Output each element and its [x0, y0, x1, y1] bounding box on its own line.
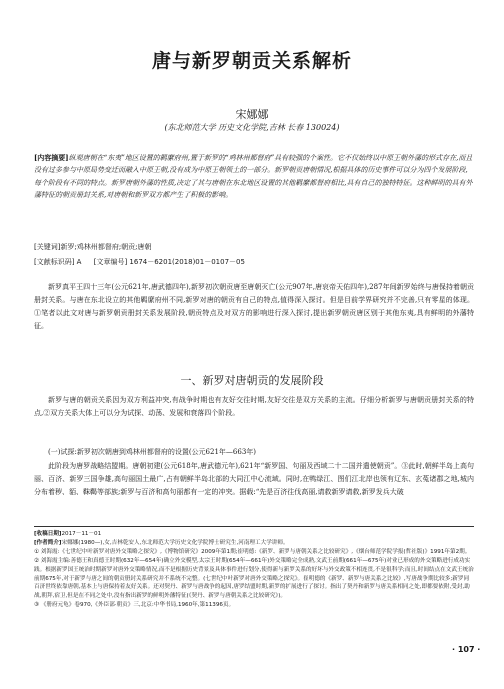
body-paragraph: 此阶段为唐罗战略结盟期。唐朝初建(公元618年,唐武德元年),621年“新罗国、句丽及西域二十二国并遣使朝贡”。③此时,朝鲜半岛上高句丽、百济、新罗三国争雄,高句丽国土最广,占有朝鲜半岛北部的大同江中心流域。同时,在鸭绿江、图们江北岸也领有辽东、玄菟诸郡之地,城内分布着秽、貊、靺鞨等部族;新罗与百济和高句丽都有一定的冲突。据载:“先是百济往伐高丽,请救新罗请救,新罗发兵大破 [34, 462, 474, 496]
intro-paragraph: 新罗真平王四十三年(公元621年,唐武德四年),新罗初次朝贡唐至唐朝灭亡(公元907年,唐哀帝天佑四年),287年间新罗始终与唐保持着朝贡册封关系。与唐在东北设立的其他羁縻府州不同,新罗对唐的朝贡有自己的特点,值得深入探讨。但是目前学界研究并不完善,只有零星的体现。①笔者以此文对唐与新罗朝贡册封关系发展阶段,朝贡特点及对双方的影响进行深入探讨,提出新罗朝贡唐区别于其他东夷,具有鲜明的外藩特征。 [34, 283, 474, 331]
article-number: [文章编号] 1674－6201(2018)01－0107－05 [93, 258, 245, 266]
footnote-2: ② 刘海霞主编:善德王和真德王时期(632年—654年)确立外交模型,太宗王时期(654年—661年)外交策略完全成熟,文武王前期(661年—675年)对业已形成的外交策略进行成功实践。根据新罗国王统治时期新罗对唐外交策略情况,而不是根据历史背景及具体事件进行划分,使得新与新罗关系的好坏与外交政策不相连贯,不是很科学;而且,时间结点在文武王统治前期675年,对于新罗与唐之间的朝贡册封关系研究并不系统不完整。(七世纪中叶新罗对唐外交策略之探究》。崔明德的《新罗、新罗与唐关系之比较》,写唐战争期比较多;新罗同百济世终依靠唐朝,基本上与唐保持着友好关系。还对契丹、新罗与唐战争的起因,唐罗结盟时期,新罗的扩展进行了探讨。指出了契丹和新罗与唐关系相同之处,即都要依附,受封,助战,朝拜,宿卫,但是在不同之处中,没有指出新罗的鲜明外藩特征(《契丹、新罗与唐朝关系之比较研究》)。 [34, 557, 474, 600]
subsection-heading: (一)试探:新罗初次朝唐到鸡林州都督府的设置(公元621年—663年) [48, 448, 257, 456]
document-code: [文献标识码] A [34, 258, 82, 266]
footnotes [34, 530, 474, 610]
footnote-author-bio: [作者简介]宋娜娜(1980—),女,吉林乾安人,东北师范大学历史文化学院博士研究生,河南理工大学讲师。 [34, 539, 289, 546]
footnote-3: ③ 《册府元龟》卷970,《外臣部·朝贡》三,北京:中华书局,1960年,第11396页。 [34, 602, 235, 609]
footnote-received: [收稿日期]2017－11－01 [34, 531, 102, 537]
abstract-label: [内容摘要] [34, 153, 69, 162]
body-paragraph: 新罗与唐的朝贡关系因为双方利益冲突,有战争时期也有友好交往时期,友好交往是双方关系的主流。仔细分析新罗与唐朝贡册封关系的特点,②双方关系大体上可以分为试探、动荡、发展和衰落四个阶段。 [34, 396, 474, 417]
classification-line [34, 256, 474, 268]
keywords-label: [关键词] [34, 243, 61, 251]
abstract-text: 纵观唐朝在“东夷”地区设置的羁縻府州,置于新罗的“鸡林州都督府”具有较强的个案性。它不仅始终以中原王朝外藩的形式存在,而且没有过多参与中原局势变迁而融入中原王朝,没有成为中原王朝领土的一部分。新罗朝贡唐朝情况,根据具体的历史事件可以分为四个发展阶段,每个阶段有不同的特点。新罗唐朝外藩的性质,决定了其与唐朝在东北地区设置的其他羁縻都督府相比,具有自己的独特特征。这种鲜明的具有外藩特征的朝贡册封关系,对唐朝和新罗双方都产生了积极的影响。 [34, 154, 473, 199]
page-number: · 107 · [452, 645, 481, 654]
paper-title: 唐与新罗朝贡关系解析 [151, 50, 352, 72]
author-affiliation: (东北师范大学 历史文化学院,吉林 长春 130024) [164, 123, 340, 132]
footnote-divider [34, 526, 474, 527]
abstract [34, 152, 474, 201]
author-name: 宋娜娜 [235, 108, 269, 121]
keywords-text: 新罗;鸡林州都督府;朝贡;唐朝 [60, 243, 152, 251]
section-heading: 一、新罗对唐朝贡的发展阶段 [180, 374, 324, 387]
footnote-1: ① 刘海霞:《七世纪中叶新罗对唐外交策略之探究》,《博物馆研究》2009年第1期;崔明德:《新罗、新罗与唐朝关系之比较研究》,《烟台师范学院学报(哲社版)》1991年第2期。 [34, 548, 471, 555]
keywords [34, 241, 474, 253]
